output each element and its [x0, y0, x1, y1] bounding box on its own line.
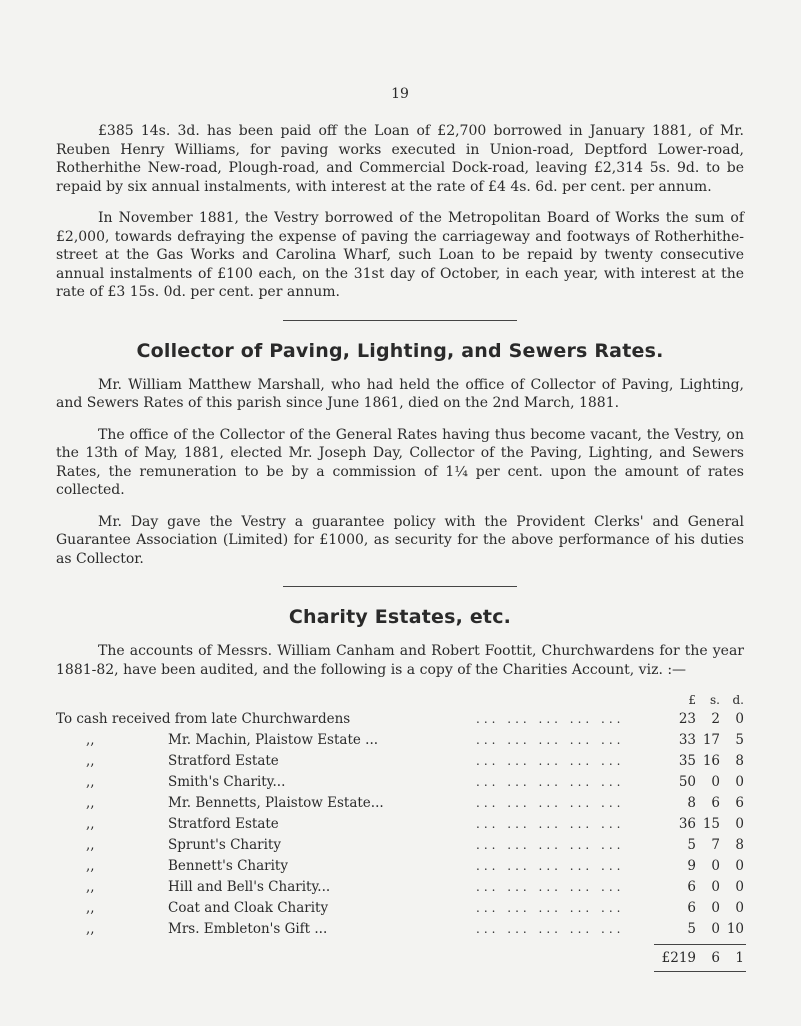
- leader-dots: ... ... ... ... ...: [476, 775, 625, 789]
- row-pence: 0: [735, 774, 744, 790]
- row-description: To cash received from late Churchwardens: [56, 711, 351, 727]
- row-pounds: 50: [678, 774, 696, 790]
- row-pounds: 5: [687, 837, 696, 853]
- table-row: [56, 709, 744, 730]
- ditto-mark: ,,: [86, 774, 95, 790]
- row-pence: 0: [735, 879, 744, 895]
- row-pence: 5: [735, 732, 744, 748]
- section-divider: [283, 586, 517, 587]
- row-pence: 8: [735, 837, 744, 853]
- row-shillings: 7: [711, 837, 720, 853]
- row-pounds: 9: [687, 858, 696, 874]
- leader-dots: ... ... ... ... ...: [476, 922, 625, 936]
- row-description: Stratford Estate: [168, 753, 279, 769]
- row-description: Smith's Charity...: [168, 774, 286, 790]
- header-pence: d.: [732, 693, 744, 707]
- row-shillings: 2: [711, 711, 720, 727]
- leader-dots: ... ... ... ... ...: [476, 817, 625, 831]
- leader-dots: ... ... ... ... ...: [476, 880, 625, 894]
- leader-dots: ... ... ... ... ...: [476, 859, 625, 873]
- total-shillings: 6: [711, 950, 720, 966]
- document-page: [56, 86, 744, 975]
- leader-dots: ... ... ... ... ...: [476, 733, 625, 747]
- table-row: [56, 730, 744, 751]
- row-pence: 0: [735, 858, 744, 874]
- paragraph-collector-death: Mr. William Matthew Marshall, who had held the office of Collector of Paving, Lighting, and Sewers Rates of this parish since June 1861, died on the 2nd March, 1881.: [56, 376, 744, 411]
- row-pounds: 6: [687, 900, 696, 916]
- charities-account-table: [56, 692, 744, 975]
- section-title-collector: Collector of Paving, Lighting, and Sewers Rates.: [136, 339, 664, 362]
- ditto-mark: ,,: [86, 732, 95, 748]
- total-underline: [654, 971, 746, 972]
- total-rule: [654, 944, 746, 945]
- row-shillings: 0: [711, 900, 720, 916]
- paragraph-collector-guarantee: Mr. Day gave the Vestry a guarantee policy with the Provident Clerks' and General Guarantee Association (Limited) for £1000, as security for the above performance of his duties as Collector.: [56, 513, 744, 567]
- account-total-row: [56, 948, 744, 969]
- paragraph-loan-repayment: £385 14s. 3d. has been paid off the Loan of £2,700 borrowed in January 1881, of Mr. Reuben Henry Williams, for paving works executed in Union-road, Deptford Lower-road, Rotherhithe New-road, Plough-road, and Commercial Dock-road, leaving £2,314 5s. 9d. to be repaid by six annual instalments, with interest at the rate of £4 4s. 6d. per cent. per annum.: [56, 123, 744, 195]
- row-shillings: 6: [711, 795, 720, 811]
- page-number: 19: [391, 86, 409, 102]
- table-row: [56, 835, 744, 856]
- leader-dots: ... ... ... ... ...: [476, 754, 625, 768]
- row-pence: 0: [735, 711, 744, 727]
- ditto-mark: ,,: [86, 921, 95, 937]
- account-rows: [56, 709, 744, 940]
- row-shillings: 16: [702, 753, 720, 769]
- total-pounds: £219: [661, 950, 696, 966]
- paragraph-loan-metropolitan: In November 1881, the Vestry borrowed of the Metropolitan Board of Works the sum of £2,000, towards defraying the expense of paving the carriageway and footways of Rotherhithe-street at the Gas Works and Carolina Wharf, such Loan to be repaid by twenty consecutive annual instalments of £100 each, on the 31st day of October, in each year, with interest at the rate of £3 15s. 0d. per cent. per annum.: [56, 210, 744, 300]
- row-description: Mr. Machin, Plaistow Estate ...: [168, 732, 379, 748]
- row-pounds: 8: [687, 795, 696, 811]
- row-pounds: 5: [687, 921, 696, 937]
- table-row: [56, 772, 744, 793]
- table-row: [56, 856, 744, 877]
- section-title-charity: Charity Estates, etc.: [288, 606, 512, 628]
- ditto-mark: ,,: [86, 858, 95, 874]
- row-shillings: 0: [711, 774, 720, 790]
- ditto-mark: ,,: [86, 837, 95, 853]
- leader-dots: ... ... ... ... ...: [476, 796, 625, 810]
- table-row: [56, 814, 744, 835]
- row-shillings: 15: [702, 816, 720, 832]
- table-row: [56, 751, 744, 772]
- row-description: Hill and Bell's Charity...: [168, 879, 331, 895]
- row-pence: 0: [735, 900, 744, 916]
- table-row: [56, 919, 744, 940]
- row-description: Bennett's Charity: [168, 858, 288, 874]
- row-pence: 0: [735, 816, 744, 832]
- ditto-mark: ,,: [86, 795, 95, 811]
- row-description: Stratford Estate: [168, 816, 279, 832]
- row-pounds: 33: [678, 732, 696, 748]
- row-pounds: 6: [687, 879, 696, 895]
- header-pounds: £: [688, 693, 696, 707]
- ditto-mark: ,,: [86, 753, 95, 769]
- row-shillings: 17: [702, 732, 720, 748]
- account-header-row: [56, 692, 744, 709]
- row-shillings: 0: [711, 879, 720, 895]
- row-description: Mr. Bennetts, Plaistow Estate...: [168, 795, 384, 811]
- paragraph-charity-intro: The accounts of Messrs. William Canham and Robert Foottit, Churchwardens for the year 1881-82, have been audited, and the following is a copy of the Charities Account, viz. :—: [56, 643, 744, 678]
- ditto-mark: ,,: [86, 879, 95, 895]
- row-description: Coat and Cloak Charity: [168, 900, 329, 916]
- leader-dots: ... ... ... ... ...: [476, 712, 625, 726]
- row-shillings: 0: [711, 921, 720, 937]
- ditto-mark: ,,: [86, 816, 95, 832]
- row-pence: 8: [735, 753, 744, 769]
- row-shillings: 0: [711, 858, 720, 874]
- paragraph-collector-election: The office of the Collector of the General Rates having thus become vacant, the Vestry, on the 13th of May, 1881, elected Mr. Joseph Day, Collector of the Paving, Lighting, and Sewers Rates, the remuneration to be by a commission of 1¼ per cent. upon the amount of rates collected.: [56, 426, 744, 498]
- total-pence: 1: [735, 950, 744, 966]
- section-divider: [283, 320, 517, 321]
- row-description: Mrs. Embleton's Gift ...: [168, 921, 328, 937]
- table-row: [56, 877, 744, 898]
- row-pence: 6: [735, 795, 744, 811]
- leader-dots: ... ... ... ... ...: [476, 838, 625, 852]
- row-pounds: 23: [678, 711, 696, 727]
- row-pounds: 36: [678, 816, 696, 832]
- row-description: Sprunt's Charity: [168, 837, 281, 853]
- leader-dots: ... ... ... ... ...: [476, 901, 625, 915]
- ditto-mark: ,,: [86, 900, 95, 916]
- table-row: [56, 793, 744, 814]
- table-row: [56, 898, 744, 919]
- row-pence: 10: [726, 921, 744, 937]
- header-shillings: s.: [710, 693, 720, 707]
- row-pounds: 35: [678, 753, 696, 769]
